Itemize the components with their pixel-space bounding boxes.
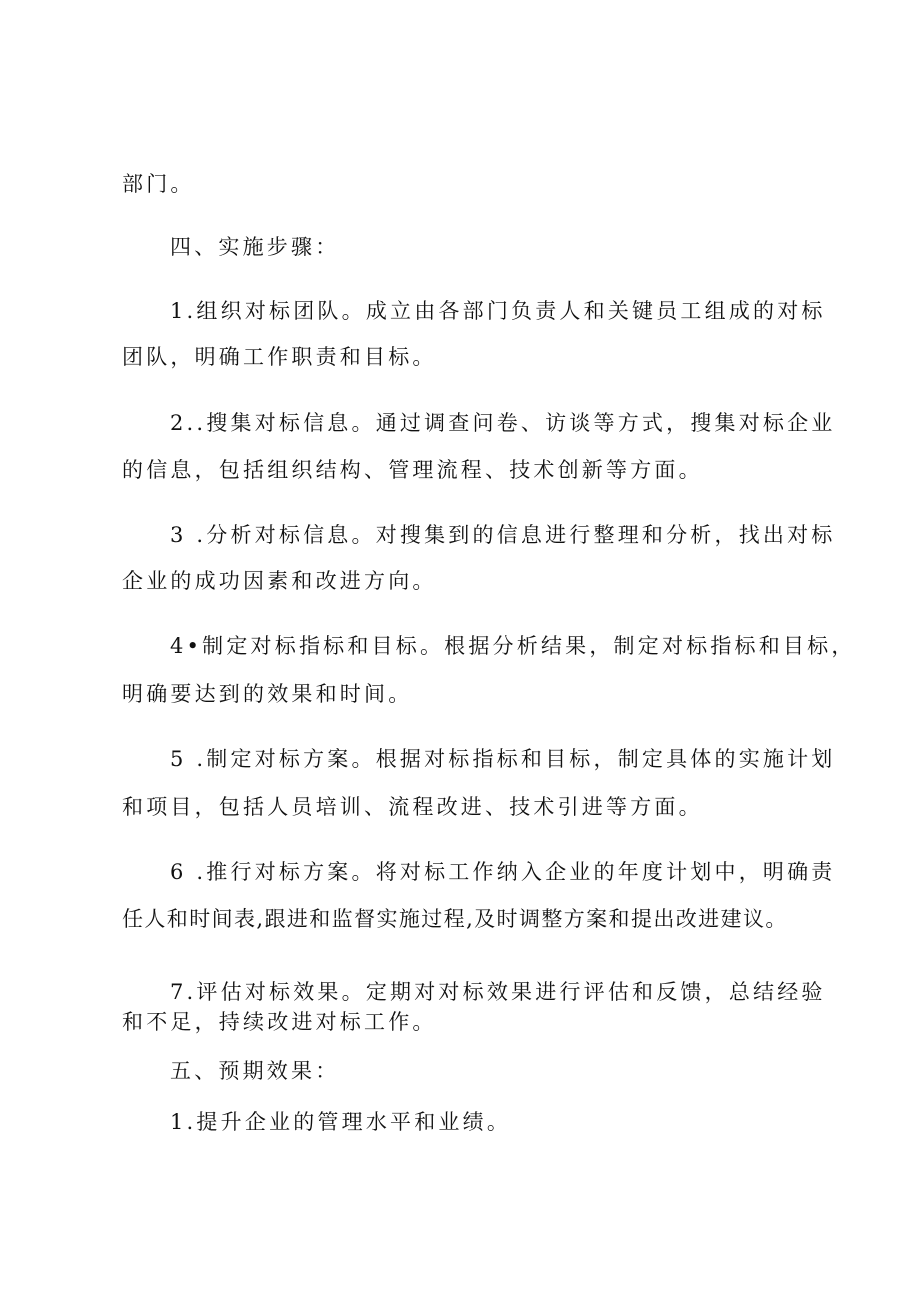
step-7-line-1: 7.评估对标效果。定期对对标效果进行评估和反馈，总结经验 <box>170 980 826 1004</box>
step-2-line-2: 的信息，包括组织结构、管理流程、技术创新等方面。 <box>122 458 703 482</box>
step-6-line-2: 任人和时间表,跟进和监督实施过程,及时调整方案和提出改进建议。 <box>122 907 788 931</box>
step-2-line-1: 2..搜集对标信息。通过调查问卷、访谈等方式，搜集对标企业 <box>170 411 836 435</box>
step-5-line-2: 和项目，包括人员培训、流程改进、技术引进等方面。 <box>122 795 703 819</box>
step-1-line-1: 1.组织对标团队。成立由各部门负责人和关键员工组成的对标 <box>170 299 826 323</box>
continuation-text: 部门。 <box>122 172 195 196</box>
section-four-heading: 四、实施步骤： <box>170 235 340 259</box>
effect-1-text: 1.提升企业的管理水平和业绩。 <box>170 1110 512 1134</box>
step-6-line-1: 6 .推行对标方案。将对标工作纳入企业的年度计划中，明确责 <box>170 860 836 884</box>
step-4-line-2: 明确要达到的效果和时间。 <box>122 682 413 706</box>
section-five-heading: 五、预期效果： <box>170 1059 340 1083</box>
step-1-line-2: 团队，明确工作职责和目标。 <box>122 345 437 369</box>
step-3-line-1: 3 .分析对标信息。对搜集到的信息进行整理和分析，找出对标 <box>170 523 836 547</box>
step-7-line-2: 和不足，持续改进对标工作。 <box>122 1010 437 1034</box>
step-5-line-1: 5 .制定对标方案。根据对标指标和目标，制定具体的实施计划 <box>170 747 836 771</box>
step-3-line-2: 企业的成功因素和改进方向。 <box>122 569 437 593</box>
step-4-line-1: 4•制定对标指标和目标。根据分析结果，制定对标指标和目标， <box>170 634 856 658</box>
